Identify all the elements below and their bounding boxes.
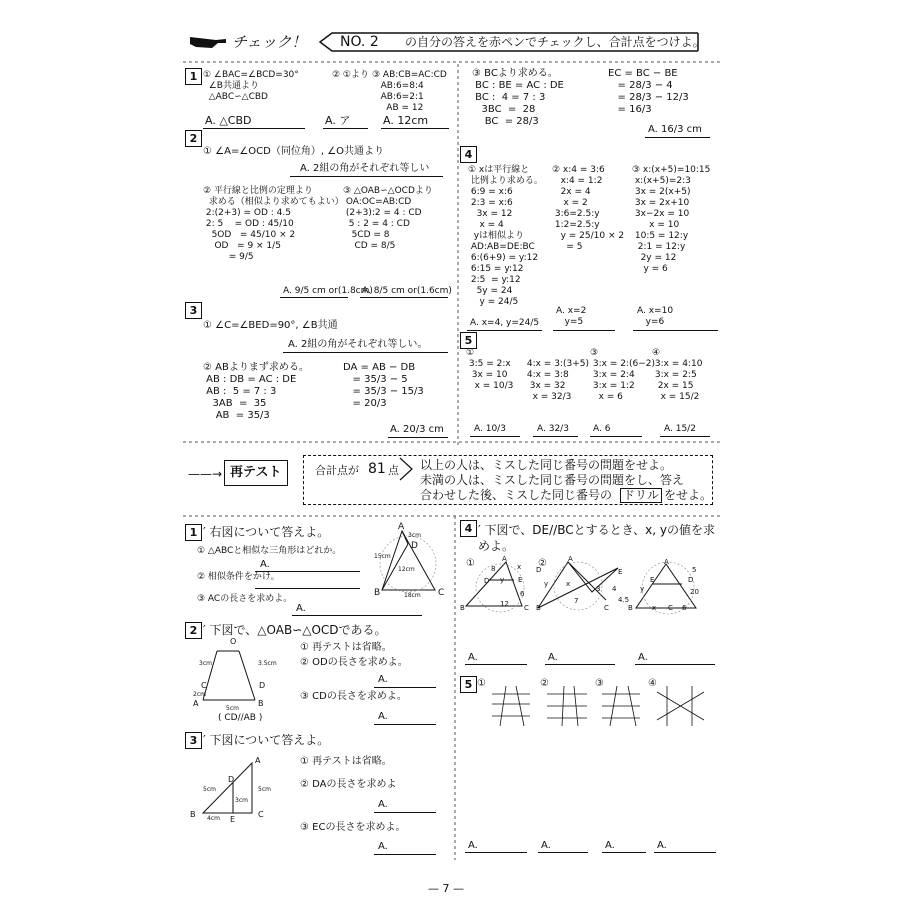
p2-number: 2 — [185, 622, 202, 639]
p4-answer-2-line — [545, 664, 615, 665]
q3-answer-1: A. 2組の角がそれぞれ等しい。 — [288, 339, 428, 350]
p4-fig2-4: 4 — [612, 585, 617, 593]
header-number: NO. 2 — [340, 34, 379, 50]
p4-fig3-E: E — [650, 576, 655, 584]
p2-fig-3cm: 3cm — [199, 660, 212, 667]
retest-label: 再テスト — [230, 465, 282, 480]
p1-item-3: ③ ACの長さを求めよ。 — [197, 594, 293, 604]
p5-answer-2-line — [538, 852, 588, 853]
p4-fig2-x: x — [566, 580, 571, 588]
p5-fig-num-4: ④ — [648, 678, 657, 689]
q4-answer-3: A. x=10 y=6 — [637, 306, 674, 327]
q4-answer-1: A. x=4, y=24/5 — [470, 318, 540, 328]
p4-fig3-C: C — [668, 604, 673, 612]
q3-solution-1: ① ∠C=∠BED=90°, ∠B共通 — [203, 320, 338, 331]
p3-fig-3cm: 3cm — [235, 797, 248, 804]
p1-number: 1 — [185, 524, 202, 541]
p3-fig-C: C — [258, 810, 264, 819]
q1-solution-3: ③ AB:CB=AC:CD AB:6=8:4 AB:6=2:1 AB = 12 — [372, 70, 447, 113]
p5-answer-4: A. — [657, 840, 667, 851]
p3-answer-3: A. — [378, 841, 388, 852]
p4-answer-3: A. — [638, 652, 648, 663]
p5-answer-1-line — [465, 852, 527, 853]
retest-score-prefix: 合計点が — [315, 464, 359, 477]
p1-answer-3-line — [292, 615, 422, 616]
p5-fig-num-1: ① — [477, 678, 486, 689]
p4-fig3-5: 5 — [692, 566, 697, 574]
retest-score-suffix: 点 — [388, 464, 399, 477]
q3-number: 3 — [185, 302, 202, 319]
q2-solution-2: ② 平行線と比例の定理より 求める（相似より求めてもよい） 2:(2+3) = OD : 4.5 2: 5 = OD : 45/10 5OD = 45/10 × 2 OD = 9 × 1/5 = 9/5 — [203, 186, 344, 262]
q3-solution-3: DA = AB − DB = 35/3 − 5 = 35/3 − 15/3 = 20/3 — [343, 362, 424, 409]
retest-line-2: 未満の人は、ミスした同じ番号の問題をし、答え — [420, 473, 685, 487]
q2-solution-1: ① ∠A=∠OCD（同位角）, ∠O共通より — [203, 146, 385, 157]
q4-col-1: ① xは平行線と 比例より求める。 6:9 = x:6 2:3 = x:6 3x = 12 x = 4 yは相似より AD:AB=DE:BC 6:(6+9) = y:12 6:15 = y:12 2:5 = y:12 5y = 24 y = 24/5 — [468, 165, 543, 307]
p2-fig-5cm: 5cm — [226, 705, 239, 712]
q3-answer-2: A. 20/3 cm — [390, 424, 444, 435]
p2-item-3: ③ CDの長さを求めよ。 — [300, 691, 407, 702]
q4-number: 4 — [460, 146, 477, 163]
q5-number: 5 — [460, 332, 477, 349]
p4-answer-3-line — [635, 664, 715, 665]
p4-fig3-6: 6 — [682, 604, 687, 612]
p5-figures — [492, 684, 712, 730]
p2-answer-3-line — [374, 724, 436, 725]
p1-answer-1: A. — [260, 559, 270, 570]
q1-answer-2: A. ア — [325, 114, 351, 127]
p2-item-1: ① 再テストは省略。 — [300, 642, 392, 653]
p1-fig-A: A — [398, 522, 405, 532]
p1-answer-2-line — [255, 588, 360, 589]
p4-fig1-12: 12 — [500, 600, 509, 608]
p4-fig2-4-5: 4.5 — [618, 596, 630, 604]
p4-figure-1 — [462, 560, 532, 610]
p3-number: 3 — [185, 732, 202, 749]
p5-answer-3: A. — [605, 840, 615, 851]
p4-title: ′ 下図で、DE//BCとするとき、x, yの値を求めよ。 — [478, 523, 715, 553]
q5-col-2: 4:x = 3:(3+5) 4:x = 3:8 3x = 32 x = 32/3 — [526, 359, 589, 402]
p3-fig-B: B — [190, 810, 196, 819]
p3-title: ′ 下図について答えよ。 — [203, 733, 330, 747]
p4-fig1-x: x — [517, 563, 522, 571]
retest-line-3-post: をせよ。 — [664, 488, 713, 502]
p4-fig1-6: 6 — [520, 590, 525, 598]
q5-col-1: ① 3:5 = 2:x 3x = 10 x = 10/3 — [466, 348, 514, 391]
p5-answer-1: A. — [468, 840, 478, 851]
p1-item-1: ① △ABCと相似な三角形はどれか。 — [197, 546, 342, 556]
p4-fig2-y: y — [544, 580, 549, 588]
q1-solution-1: ① ∠BAC=∠BCD=30° ∠B共通より △ABC∽△CBD — [203, 70, 299, 102]
p4-fig1-B: B — [460, 604, 465, 612]
p1-fig-3cm: 3cm — [408, 532, 421, 539]
p5-answer-2: A. — [541, 840, 551, 851]
p4-fig3-20: 20 — [690, 588, 699, 596]
p4-fig3-D: D — [688, 576, 694, 584]
q5-answer-4: A. 15/2 — [664, 424, 696, 434]
page-number: — 7 — — [428, 882, 464, 895]
p4-answer-2: A. — [548, 652, 558, 663]
p3-fig-E: E — [230, 815, 236, 824]
p1-fig-12cm: 12cm — [398, 566, 415, 573]
qbc-answer: A. 16/3 cm — [648, 124, 702, 135]
q1-answer-1: A. △CBD — [205, 114, 252, 127]
p4-fig2-E: E — [618, 568, 623, 576]
p4-fig2-D: D — [536, 566, 542, 574]
q5-col-4: ④ 3:x = 4:10 3:x = 2:5 2x = 15 x = 15/2 — [652, 348, 703, 402]
p4-fig2-7: 7 — [574, 597, 579, 605]
p5-answer-3-line — [602, 852, 646, 853]
p4-fig1-E: E — [518, 576, 523, 584]
q2-answer-2: A. 9/5 cm or(1.8cm) — [283, 286, 373, 296]
p4-fig3-B: B — [628, 604, 633, 612]
p5-fig-num-2: ② — [540, 678, 549, 689]
header-instruction: の自分の答えを赤ペンでチェックし、合計点をつけよ。 — [405, 35, 705, 49]
q2-answer-3: A. 8/5 cm or(1.6cm) — [362, 286, 452, 296]
p2-answer-3: A. — [378, 711, 388, 722]
q1-solution-2: ② ①より — [332, 70, 369, 80]
q2-answer-1: A. 2組の角がそれぞれ等しい — [300, 163, 430, 174]
p3-fig-A: A — [255, 756, 261, 765]
p5-fig-num-3: ③ — [595, 678, 604, 689]
p2-fig-C: C — [201, 681, 207, 690]
qbc-solution-2: EC = BC − BE = 28/3 − 4 = 28/3 − 12/3 = 16/3 — [608, 68, 689, 115]
p5-number: 5 — [460, 676, 477, 693]
p2-answer-2-line — [374, 687, 436, 688]
p4-fig2-A: A — [568, 555, 573, 563]
q2-solution-3: ③ △OAB∽△OCDより OA:OC=AB:CD (2+3):2 = 4 : CD 5 : 2 = 4 : CD 5CD = 8 CD = 8/5 — [343, 186, 433, 251]
p2-item-2: ② ODの長さを求めよ。 — [300, 657, 408, 668]
p4-fig-num-1: ① — [466, 558, 475, 569]
q1-number: 1 — [185, 68, 202, 85]
p4-answer-1: A. — [468, 652, 478, 663]
p3-fig-5cm-b: 5cm — [258, 786, 271, 793]
p1-item-2: ② 相似条件をかけ。 — [197, 572, 280, 582]
p2-fig-2cm: 2cm — [193, 691, 206, 698]
q5-answer-2: A. 32/3 — [537, 424, 569, 434]
p3-answer-3-line — [374, 854, 436, 855]
p1-fig-B: B — [374, 588, 381, 598]
p4-fig1-A: A — [502, 555, 507, 563]
p4-fig2-C: C — [604, 604, 609, 612]
p5-answer-4-line — [654, 852, 716, 853]
p4-fig3-y: y — [640, 585, 645, 593]
p3-answer-2: A. — [378, 799, 388, 810]
p2-fig-O: O — [230, 637, 237, 646]
qbc-solution: ③ BCより求める。 BC : BE = AC : DE BC : 4 = 7 : 3 3BC = 28 BC = 28/3 — [472, 68, 564, 127]
p1-title: ′ 右図について答えよ。 — [203, 525, 330, 539]
p4-fig1-y: y — [500, 576, 505, 584]
p1-fig-18cm: 18cm — [404, 592, 421, 599]
p4-fig-num-2: ② — [538, 558, 547, 569]
retest-score: 81 — [368, 461, 386, 477]
retest-line-1: 以上の人は、ミスした同じ番号の問題をせよ。 — [420, 458, 673, 472]
p2-title: ′ 下図で、△OAB∽△OCDである。 — [203, 623, 387, 637]
p2-fig-note: ( CD//AB ) — [218, 713, 263, 723]
p3-fig-D: D — [228, 775, 235, 784]
retest-arrow: ——→ — [188, 467, 223, 481]
q5-answer-3: A. 6 — [593, 424, 611, 434]
p2-fig-3-5cm: 3.5cm — [258, 660, 277, 667]
q2-number: 2 — [185, 130, 202, 147]
p4-answer-1-line — [465, 664, 527, 665]
p2-answer-2: A. — [378, 674, 388, 685]
p2-fig-A: A — [193, 699, 199, 708]
p4-fig1-C: C — [524, 604, 529, 612]
p3-item-3: ③ ECの長さを求めよ。 — [300, 822, 406, 833]
p4-fig1-8: 8 — [491, 565, 496, 573]
p1-fig-D: D — [411, 541, 418, 551]
p4-fig2-B: B — [536, 604, 541, 612]
q4-col-2: ② x:4 = 3:6 x:4 = 1:2 2x = 4 x = 2 3:6=2.5:y 1:2=2.5:y y = 25/10 × 2 = 5 — [552, 165, 625, 252]
q4-answer-2: A. x=2 y=5 — [556, 306, 587, 327]
p4-fig3-x: x — [652, 604, 657, 612]
p4-fig1-D: D — [484, 577, 490, 585]
check-label: チェック！ — [232, 33, 307, 51]
p3-item-2: ② DAの長さを求めよ — [300, 779, 397, 790]
p2-fig-B: B — [258, 699, 264, 708]
p3-fig-4cm: 4cm — [207, 815, 220, 822]
p1-fig-15cm: 15cm — [374, 553, 391, 560]
p2-fig-D: D — [259, 681, 266, 690]
p3-answer-2-line — [374, 812, 436, 813]
q4-col-3: ③ x:(x+5)=10:15 x:(x+5)=2:3 3x = 2(x+5) 3x = 2x+10 3x−2x = 10 x = 10 10:5 = 12:y 2:1 = 12:y 2y = 12 y = 6 — [632, 165, 711, 274]
p4-number: 4 — [460, 520, 477, 537]
p3-fig-5cm-a: 5cm — [203, 786, 216, 793]
q3-solution-2: ② ABよりまず求める。 AB : DB = AC : DE AB : 5 = 7 : 3 3AB = 35 AB = 35/3 — [203, 362, 309, 421]
p4-fig2-3: 3 — [596, 585, 601, 593]
p1-fig-C: C — [438, 588, 445, 598]
retest-drill-box: ドリル — [620, 488, 662, 503]
p1-answer-3: A. — [296, 603, 306, 614]
retest-line-3-pre: 合わせした後、ミスした同じ番号の — [420, 488, 613, 502]
p4-fig3-A: A — [664, 558, 669, 566]
q5-col-3: ③ 3:x = 2:(6−2) 3:x = 2:4 3:x = 1:2 x = 6 — [590, 348, 655, 402]
q1-answer-3: A. 12cm — [383, 114, 429, 127]
p3-item-1: ① 再テストは省略。 — [300, 756, 392, 767]
q5-answer-1: A. 10/3 — [474, 424, 506, 434]
